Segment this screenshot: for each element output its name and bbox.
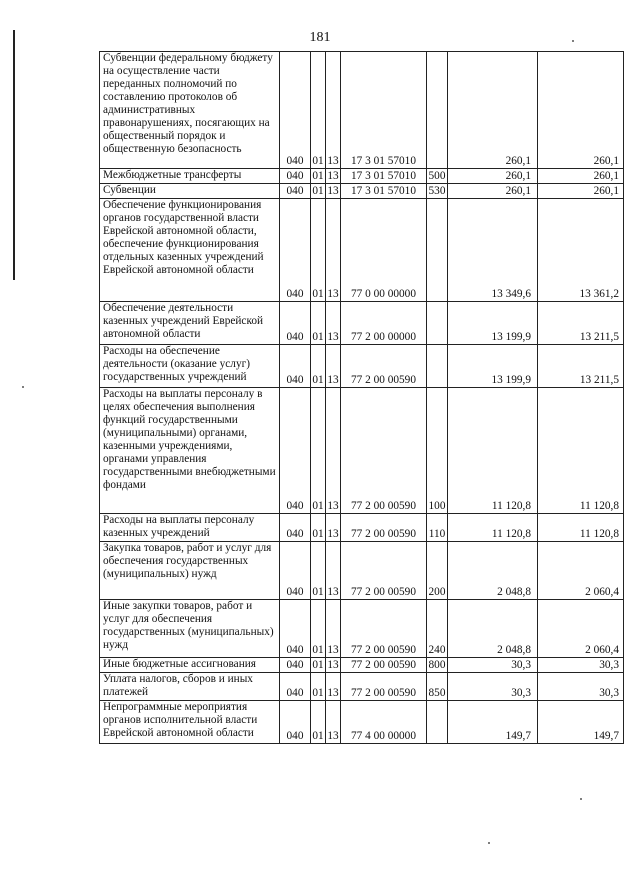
row-expense-type: 110 <box>427 514 448 542</box>
row-amount-year1: 13 199,9 <box>448 345 538 388</box>
row-subsection-code: 13 <box>326 701 341 744</box>
row-subsection-code: 13 <box>326 199 341 302</box>
row-grbs-code: 040 <box>280 600 311 658</box>
row-amount-year2: 11 120,8 <box>538 514 624 542</box>
row-amount-year2: 260,1 <box>538 52 624 169</box>
row-amount-year2: 13 211,5 <box>538 302 624 345</box>
row-amount-year2: 11 120,8 <box>538 388 624 514</box>
row-description: Иные закупки товаров, работ и услуг для обеспечения государственных (муниципальных) нужд <box>100 600 280 658</box>
row-section-code: 01 <box>311 701 326 744</box>
row-grbs-code: 040 <box>280 673 311 701</box>
page-number: 181 <box>309 30 331 45</box>
row-subsection-code: 13 <box>326 345 341 388</box>
row-grbs-code: 040 <box>280 199 311 302</box>
row-target-article: 77 2 00 00590 <box>341 658 427 673</box>
row-expense-type: 800 <box>427 658 448 673</box>
row-subsection-code: 13 <box>326 388 341 514</box>
row-description: Межбюджетные трансферты <box>100 169 280 184</box>
row-description: Расходы на выплаты персоналу в целях обеспечения выполнения функций государственными (муниципальными) органами, казенными учреждениями, органами управления государственными внебюджетными фондами <box>100 388 280 514</box>
row-target-article: 17 3 01 57010 <box>341 169 427 184</box>
row-description: Расходы на выплаты персоналу казенных учреждений <box>100 514 280 542</box>
row-description: Субвенции федеральному бюджету на осуществление части переданных полномочий по составлению протоколов об административных правонарушениях, посягающих на общественный порядок и общественную безопасность <box>100 52 280 169</box>
row-target-article: 77 2 00 00590 <box>341 600 427 658</box>
row-section-code: 01 <box>311 302 326 345</box>
row-grbs-code: 040 <box>280 701 311 744</box>
row-target-article: 77 2 00 00590 <box>341 514 427 542</box>
row-section-code: 01 <box>311 673 326 701</box>
row-grbs-code: 040 <box>280 388 311 514</box>
row-expense-type: 530 <box>427 184 448 199</box>
table-row <box>100 701 624 744</box>
table-row <box>100 184 624 199</box>
row-section-code: 01 <box>311 52 326 169</box>
table-row <box>100 345 624 388</box>
table-row <box>100 673 624 701</box>
scan-speck <box>22 386 24 388</box>
row-section-code: 01 <box>311 600 326 658</box>
row-subsection-code: 13 <box>326 52 341 169</box>
row-target-article: 77 2 00 00000 <box>341 302 427 345</box>
row-description: Непрограммные мероприятия органов исполнительной власти Еврейской автономной области <box>100 701 280 744</box>
row-subsection-code: 13 <box>326 514 341 542</box>
row-amount-year1: 260,1 <box>448 184 538 199</box>
row-amount-year1: 260,1 <box>448 52 538 169</box>
row-amount-year1: 149,7 <box>448 701 538 744</box>
table-row <box>100 542 624 600</box>
row-section-code: 01 <box>311 388 326 514</box>
row-grbs-code: 040 <box>280 52 311 169</box>
budget-table <box>99 51 624 744</box>
row-grbs-code: 040 <box>280 169 311 184</box>
table-row <box>100 388 624 514</box>
row-expense-type: 500 <box>427 169 448 184</box>
row-description: Обеспечение деятельности казенных учреждений Еврейской автономной области <box>100 302 280 345</box>
row-amount-year1: 30,3 <box>448 673 538 701</box>
row-target-article: 77 2 00 00590 <box>341 345 427 388</box>
row-expense-type: 100 <box>427 388 448 514</box>
row-expense-type: 200 <box>427 542 448 600</box>
margin-line <box>13 30 15 280</box>
table-row <box>100 514 624 542</box>
row-grbs-code: 040 <box>280 184 311 199</box>
row-grbs-code: 040 <box>280 658 311 673</box>
row-subsection-code: 13 <box>326 302 341 345</box>
row-amount-year2: 13 361,2 <box>538 199 624 302</box>
row-amount-year2: 260,1 <box>538 169 624 184</box>
scan-speck <box>488 842 490 844</box>
row-target-article: 77 2 00 00590 <box>341 388 427 514</box>
table-row <box>100 600 624 658</box>
row-grbs-code: 040 <box>280 542 311 600</box>
row-target-article: 17 3 01 57010 <box>341 52 427 169</box>
row-subsection-code: 13 <box>326 673 341 701</box>
row-target-article: 77 2 00 00590 <box>341 542 427 600</box>
row-target-article: 77 2 00 00590 <box>341 673 427 701</box>
row-subsection-code: 13 <box>327 185 339 197</box>
row-description: Субвенции <box>100 184 280 199</box>
row-amount-year1: 11 120,8 <box>448 514 538 542</box>
row-target-article: 17 3 01 57010 <box>341 184 427 199</box>
row-section-code: 01 <box>312 170 324 182</box>
row-section-code: 01 <box>311 199 326 302</box>
row-grbs-code: 040 <box>280 345 311 388</box>
table-row <box>100 52 624 169</box>
row-description: Расходы на обеспечение деятельности (оказание услуг) государственных учреждений <box>100 345 280 388</box>
table-row <box>100 169 624 184</box>
row-section-code: 01 <box>312 659 324 671</box>
row-expense-type: 240 <box>427 600 448 658</box>
row-amount-year1: 13 199,9 <box>448 302 538 345</box>
row-amount-year1: 11 120,8 <box>448 388 538 514</box>
row-subsection-code: 13 <box>327 659 339 671</box>
row-amount-year1: 260,1 <box>448 169 538 184</box>
row-expense-type <box>427 345 448 388</box>
row-subsection-code: 13 <box>326 600 341 658</box>
row-target-article: 77 0 00 00000 <box>341 199 427 302</box>
row-description: Обеспечение функционирования органов государственной власти Еврейской автономной области, обеспечение функционирования отдельных казенных учреждений Еврейской автономной области <box>100 199 280 302</box>
row-amount-year1: 2 048,8 <box>448 600 538 658</box>
row-amount-year2: 260,1 <box>538 184 624 199</box>
scan-speck <box>572 40 574 42</box>
row-section-code: 01 <box>311 514 326 542</box>
table-row <box>100 199 624 302</box>
row-amount-year2: 30,3 <box>538 658 624 673</box>
row-expense-type <box>427 52 448 169</box>
row-section-code: 01 <box>311 345 326 388</box>
row-section-code: 01 <box>312 185 324 197</box>
row-subsection-code: 13 <box>327 170 339 182</box>
row-amount-year2: 149,7 <box>538 701 624 744</box>
row-amount-year2: 30,3 <box>538 673 624 701</box>
row-description: Уплата налогов, сборов и иных платежей <box>100 673 280 701</box>
table-row <box>100 658 624 673</box>
row-amount-year1: 30,3 <box>448 658 538 673</box>
row-expense-type <box>427 199 448 302</box>
table-row <box>100 302 624 345</box>
scan-speck <box>580 798 582 800</box>
row-expense-type <box>427 701 448 744</box>
row-expense-type: 850 <box>427 673 448 701</box>
row-description: Закупка товаров, работ и услуг для обеспечения государственных (муниципальных) нужд <box>100 542 280 600</box>
row-expense-type <box>427 302 448 345</box>
row-amount-year1: 2 048,8 <box>448 542 538 600</box>
row-grbs-code: 040 <box>280 514 311 542</box>
row-description: Иные бюджетные ассигнования <box>100 658 280 673</box>
row-amount-year2: 13 211,5 <box>538 345 624 388</box>
row-subsection-code: 13 <box>326 542 341 600</box>
row-section-code: 01 <box>311 542 326 600</box>
row-grbs-code: 040 <box>280 302 311 345</box>
row-target-article: 77 4 00 00000 <box>341 701 427 744</box>
row-amount-year1: 13 349,6 <box>448 199 538 302</box>
row-amount-year2: 2 060,4 <box>538 542 624 600</box>
row-amount-year2: 2 060,4 <box>538 600 624 658</box>
